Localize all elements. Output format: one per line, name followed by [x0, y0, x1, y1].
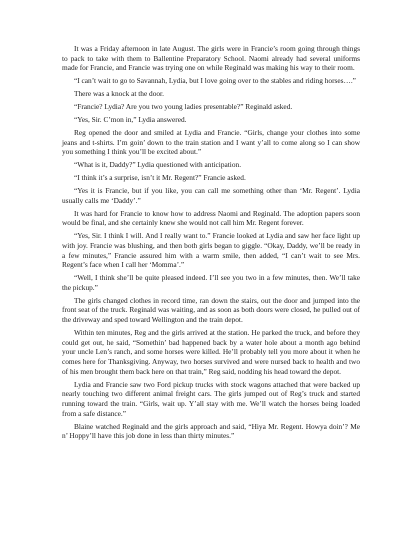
- paragraph-12: “Well, I think she’ll be quite pleased indeed. I’ll see you two in a few minutes, then. We’ll take the pickup.”: [62, 273, 360, 292]
- paragraph-8: “I think it’s a surprise, isn’t it Mr. Regent?” Francie asked.: [74, 173, 246, 183]
- paragraph-13: The girls changed clothes in record time, ran down the stairs, out the door and jumped into the front seat of the truck. Reginald was waiting, and as soon as both doors were closed, he pulled out of the driveway and sped toward Wellington and the train depot.: [62, 295, 360, 325]
- paragraph-4: “Francie? Lydia? Are you two young ladies presentable?” Reginald asked.: [74, 102, 293, 112]
- paragraph-1: It was a Friday afternoon in late August. The girls were in Francie’s room going through things to pack to take with them to Ballentine Preparatory School. Naomi already had several uniforms made for Francie, and Francie was trying one on while Reginald was making his way to their room.: [62, 44, 360, 73]
- paragraph-5: “Yes, Sir. C’mon in,” Lydia answered.: [74, 114, 187, 124]
- paragraph-2: “I can’t wait to go to Savannah, Lydia, but I love going over to the stables and riding horses….”: [74, 76, 356, 86]
- paragraph-15: Lydia and Francie saw two Ford pickup trucks with stock wagons attached that were backed up nearly touching two different animal freight cars. The girls jumped out of Reg’s truck and started running toward the train. “Girls, wait up. Y’all stay with me. We’ll watch the horses being loaded from a safe distance.”: [62, 379, 360, 418]
- paragraph-7: “What is it, Daddy?” Lydia questioned with anticipation.: [74, 160, 242, 170]
- paragraph-11: “Yes, Sir. I think I will. And I really want to.” Francie looked at Lydia and saw her face light up with joy. Francie was blushing, and then both girls began to giggle. “Okay, Daddy, we’ll be ready in a few minutes,” Francie assured him with a warm smile, then added, “I can’t wait to see Mrs. Regent’s face when I call her ‘Momma’.”: [62, 231, 360, 270]
- paragraph-16: Blaine watched Reginald and the girls approach and said, “Hiya Mr. Regent. Howya doin’? Me n’ Hoppy’ll have this job done in less than thirty minutes.”: [62, 421, 360, 441]
- paragraph-10: It was hard for Francie to know how to address Naomi and Reginald. The adoption papers soon would be final, and she certainly knew she would not call him Mr. Regent forever.: [62, 208, 360, 228]
- paragraph-3: There was a knock at the door.: [74, 89, 164, 99]
- paragraph-9: “Yes it is Francie, but if you like, you can call me something other than ‘Mr. Regent’. Lydia usually calls me ‘Daddy’.”: [62, 185, 360, 205]
- paragraph-14: Within ten minutes, Reg and the girls arrived at the station. He parked the truck, and before they could get out, he said, “Somethin’ bad happened back by a water hole about a month ago behind your uncle Len’s ranch, and some horses were killed. He’ll probably tell you more about it when he comes here for Thanksgiving. Anyway, two horses survived and were nursed back to health and two of his men brought them back here on that train,” Reg said, nodding his head toward the depot.: [62, 328, 360, 376]
- paragraph-6: Reg opened the door and smiled at Lydia and Francie. “Girls, change your clothes into some jeans and t-shirts. I’m goin’ down to the train station and I want y’all to come along so I can show you something I think you’ll be excited about.”: [62, 127, 360, 157]
